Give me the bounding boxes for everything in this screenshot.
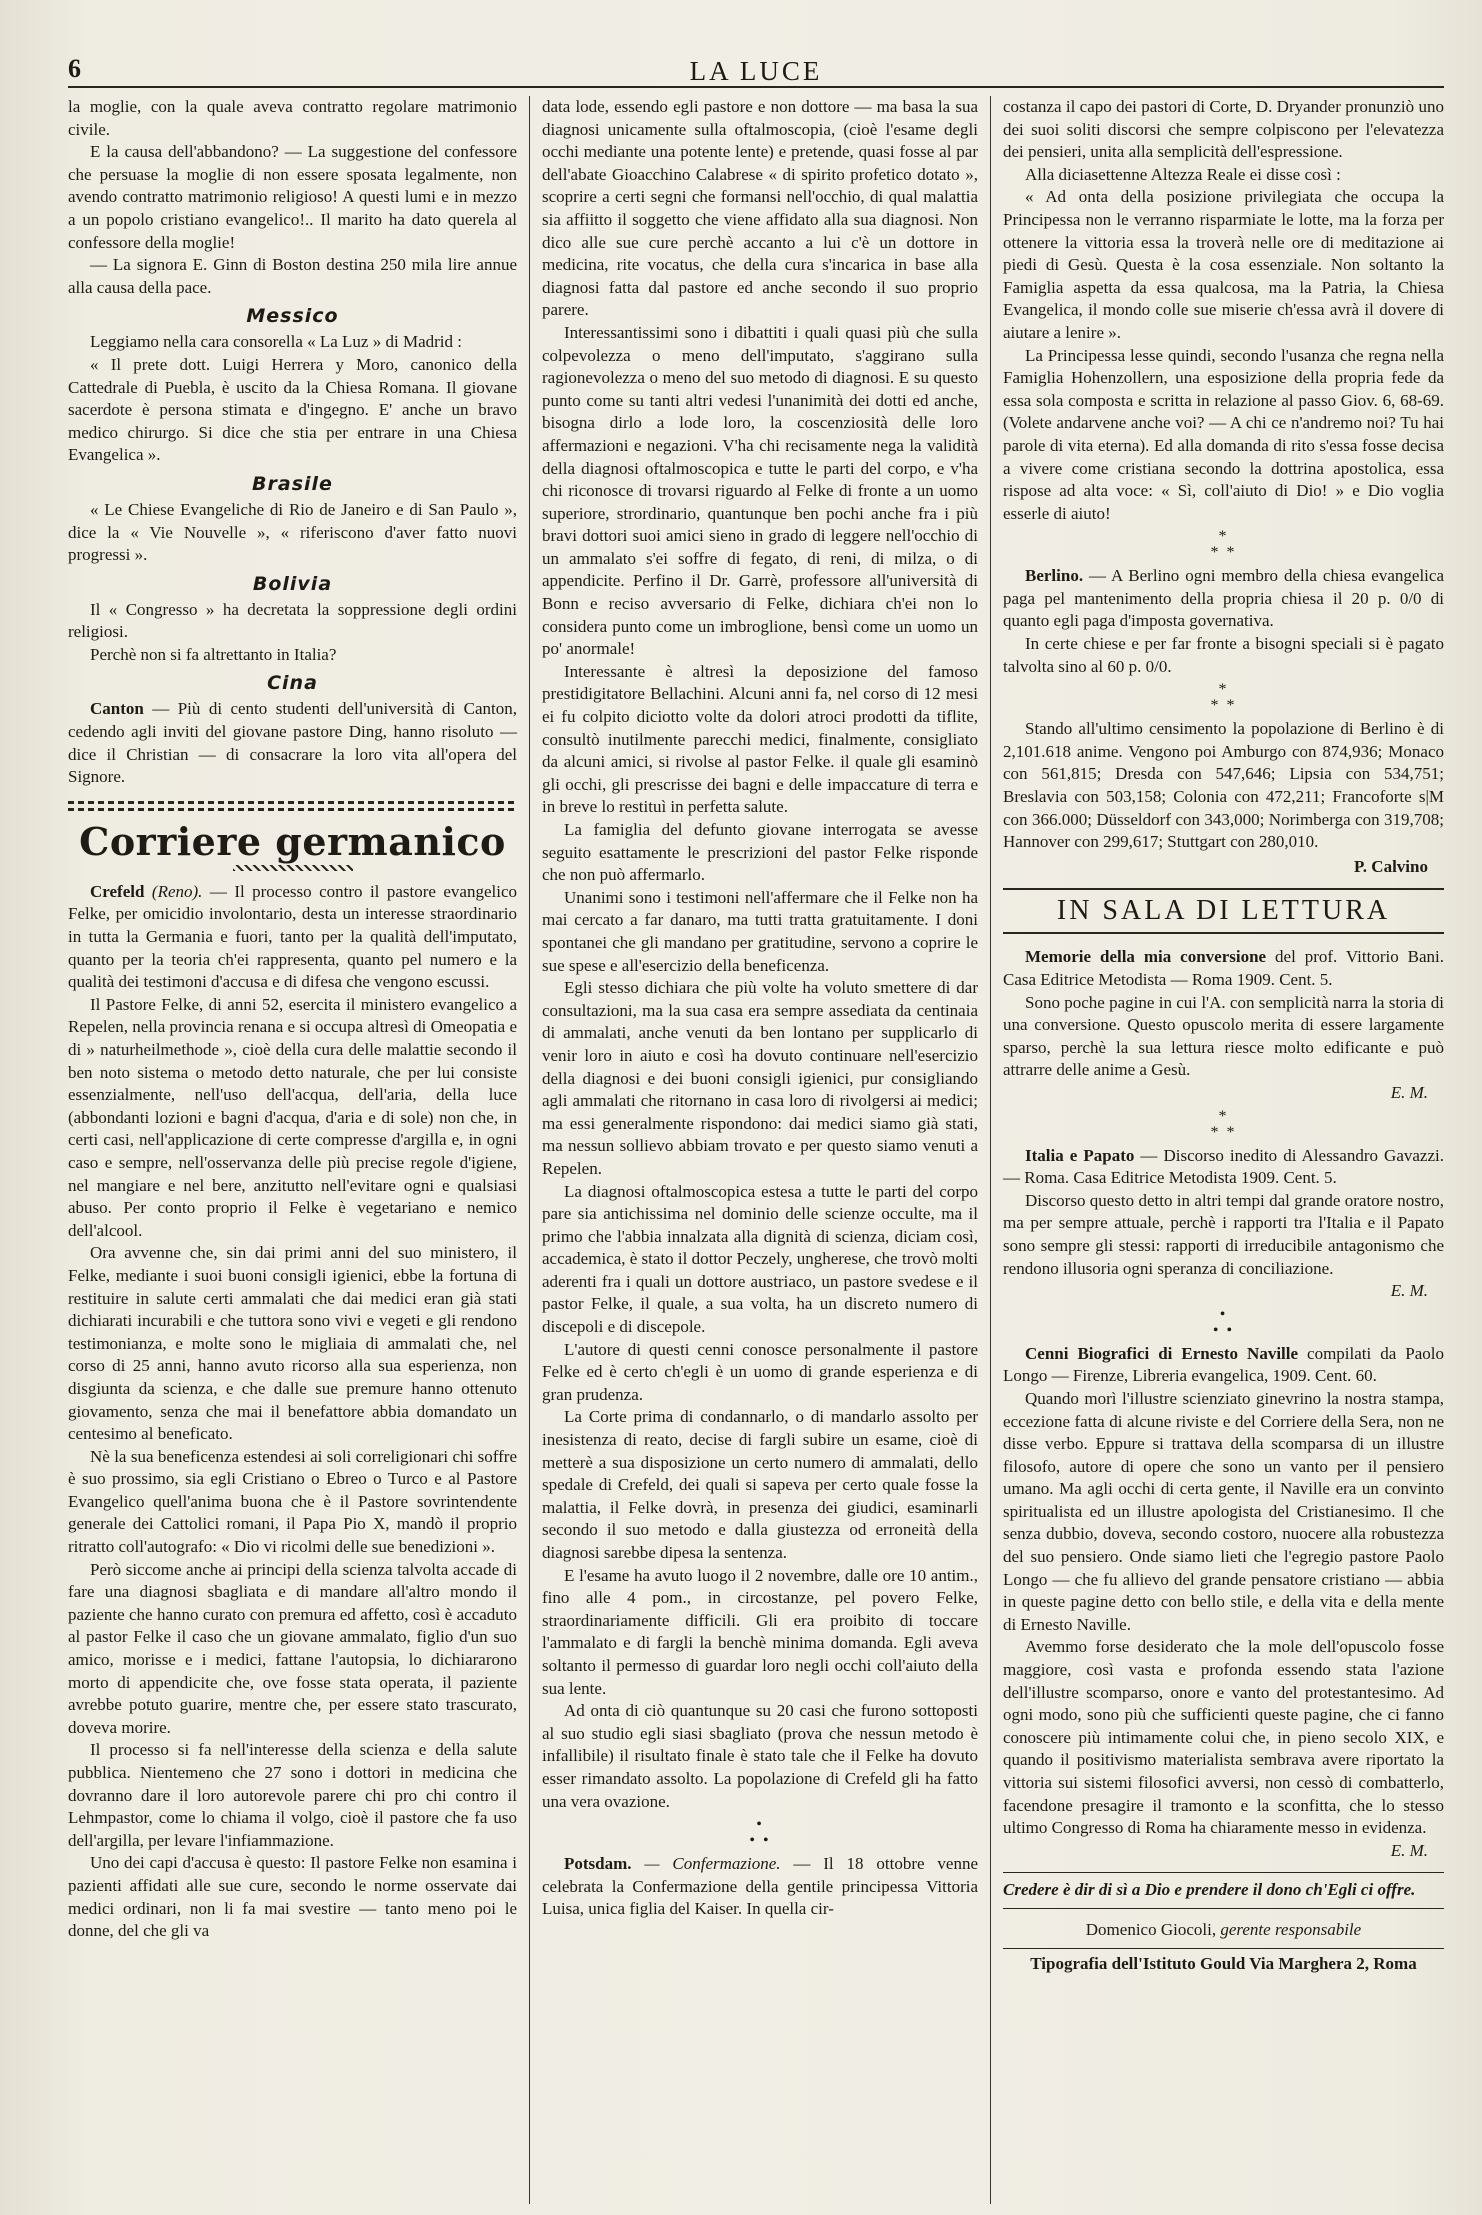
paragraph: la moglie, con la quale aveva contratto regolare matrimonio civile. (68, 97, 517, 139)
responsible-editor (1003, 1919, 1444, 1949)
column-3 (990, 96, 1444, 2204)
book-title: Italia e Papato (1025, 1145, 1135, 1165)
paragraph: E l'esame ha avuto luogo il 2 novembre, dalle ore 10 antim., fino alle 4 pom., in circostanze, pel povero Felke, straordinariamente difficili. Gli era proibito di toccare l'ammalato e di fargli la benchè minima domanda. Egli aveva soltanto il permesso di guardar loro negli occhi coll'aiuto della sua lente. (542, 1565, 978, 1698)
asterism-separator: • • • (749, 1816, 771, 1850)
book-info: compilati da Paolo Longo — Firenze, Libreria evangelica, 1909. Cent. 60. (1003, 1343, 1444, 1386)
page-header (68, 52, 1444, 88)
paragraph: Però siccome anche ai principi della scienza talvolta accade di fare una diagnosi sbagliata e di mandare all'altro mondo il paziente che hanno curato con premura ed affetto, così è accaduto al pastor Felke il caso che un giovane ammalato, figlio d'un suo amico, morisse e i medici, fattane l'autopsia, lo dichiararono morto di appendicite che, ove fosse stata operata, il paziente avrebbe potuto guarire, mentre che, per essere stato trascurato, doveva morire. (68, 1559, 517, 1737)
lead-word: Crefeld (90, 881, 145, 901)
paragraph: La diagnosi oftalmoscopica estesa a tutte le parti del corpo pare sia antichissima nel dominio delle scienze occulte, ma il primo che l'abbia innalzata alla dignità di scienza, diciam così, accademica, è stato il dottor Peczely, ungherese, che trovò molti aderenti fra i quali un dottore austriaco, un pastore svedese e il pastor Felke, il quale, a sua volta, ha un discreto numero di discepoli e di discepole. (542, 1181, 979, 1337)
title-ornament (233, 865, 353, 871)
asterism-separator: * * * (1210, 681, 1237, 715)
book-info: del prof. Vittorio Bani. Casa Editrice Metodista — Roma 1909. Cent. 5. (1003, 947, 1444, 989)
paragraph: E la causa dell'abbandono? — La suggestione del confessore che persuase la moglie di non essere sposata legalmente, non avendo contratto matrimonio religioso! A questi lumi e in mezzo a un popolo cristiano evangelico!.. Il marito ha dato querela al confessore della moglie! (68, 142, 517, 252)
paragraph-text: — Il 18 ottobre venne celebrata la Confermazione della gentile principessa Vittoria Luisa, unica figlia del Kaiser. In quella cir- (542, 1854, 979, 1919)
book-title: Memorie della mia conversione (1025, 947, 1267, 967)
paragraph (1003, 565, 1444, 633)
asterism-separator: * * * (1210, 1107, 1237, 1141)
paragraph: Stando all'ultimo censimento la popolazione di Berlino è di 2,101.618 anime. Vengono poi Amburgo con 874,936; Monaco con 561,815; Dresda con 547,646; Lipsia con 534,751; Breslavia con 503,158; Colonia con 472,211; Francoforte s|M con 366.000; Düsseldorf con 343,000; Norimberga con 319,708; Hannover con 299,617; Stuttgart con 280,010. (1003, 719, 1444, 852)
paragraph: La famiglia del defunto giovane interrogata se avesse seguito esattamente le prescrizioni del pastor Felke risponde che non può affermarlo. (542, 820, 978, 885)
paragraph: L'autore di questi cenni conosce personalmente il pastore Felke ed è certo ch'egli è un uomo di grande esperienza e di gran prudenza. (542, 1339, 978, 1404)
paragraph-text: — A Berlino ogni membro della chiesa evangelica paga pel mantenimento della propria chiesa il 20 p. 0/0 di quanto egli paga d'imposta governativa. (1003, 566, 1444, 631)
paragraph (542, 1853, 978, 1921)
paragraph: Uno dei capi d'accusa è questo: Il pastore Felke non esamina i pazienti affidati alle sue cure, secondo le norme osservate dai medici ordinari, non li fa mai svestire — tanto meno poi le donne, del che gli va (68, 1853, 517, 1941)
paragraph: Perchè non si fa altrettanto in Italia? (90, 644, 337, 664)
paragraph: La Principessa lesse quindi, secondo l'usanza che regna nella Famiglia Hohenzollern, una esposizione della propria fede da essa sola composta e scritta in relazione al passo Giov. 6, 68-69. (Volete andarvene anche voi? — A chi ce n'andremo noi? Tu hai parole di vita eterna). Ed alla domanda di rito s'essa fosse decisa a vivere come cristiana secondo la dottrina apostolica, essa rispose ad alta voce: « Sì, coll'aiuto di Dio! » e Dio voglia esserle di aiuto! (1003, 345, 1444, 523)
paragraph: Il Pastore Felke, di anni 52, esercita il ministero evangelico a Repelen, nella provincia renana e si occupa altresì di Omeopatia e di » naturheilmethode », cioè della cura delle malattie secondo il ben noto sistema o metodo detto naturale, che per lui consiste essenzialmente, nell'uso dell'acqua, dell'aria, della luce (abbondanti lozioni e bagni d'acqua, d'aria e di sole) non che, in certi casi, nell'applicazione di certe compresse d'argilla e, in ogni caso e sempre, nell'osservanza delle più precise regole d'igiene, nel mangiare e nel bere, anzitutto nell'evitare ogni e qualsiasi abuso. Per conto proprio il Felke è vegetariano e nemico dell'alcool. (68, 994, 517, 1240)
footer-quote: Credere è dir di sì a Dio e prendere il dono ch'Egli ci offre. (1003, 1872, 1444, 1909)
printer-line: Tipografia dell'Istituto Gould Via Marghera 2, Roma (1030, 1953, 1417, 1973)
paragraph: data lode, essendo egli pastore e non dottore — ma basa la sua diagnosi unicamente sulla oftalmoscopia, (cioè l'esame degli occhi mediante una potente lente) e pretende, quasi fosse al par dell'abate Gioacchino Calabrese « di spirito profetico dotato », scoprire a certi segni che formansi nell'occhio, di qual malattia sia affiitto il soggetto che viene affidato alla sua diagnosi. Non dico alle sue cure perchè accanto a lui c'è un dottore in medicina, rite vocatus, che della cura s'incarica in base alla diagnosi fatta dal pastore ed anche secondo il suo proprio parere. (542, 97, 978, 320)
paragraph (68, 881, 517, 994)
paragraph: Unanimi sono i testimoni nell'affermare che il Felke non ha mai cercato a far danaro, ma tutti tratta gratuitamente. I doni spontanei che gli mandano per gratitudine, servono a coprire le sue spese e all'esercizio della beneficenza. (542, 887, 978, 975)
paragraph: Nè la sua beneficenza estendesi ai soli correligionari chi soffre è suo prossimo, sia egli Cristiano o Ebreo o Turco e al Pastore Evangelico quell'anima buona che è il Pastore sovrintendente generale dei Cattolici romani, il Papa Pio X, mandò il proprio ritratto coll'autografo: « Dio vi ricolmi delle sue benedizioni ». (68, 1446, 517, 1557)
country-heading-cina: Cina (267, 672, 318, 695)
article-signature: P. Calvino (1353, 856, 1428, 876)
asterism-separator: • • • (1212, 1305, 1235, 1339)
book-entry (1003, 1145, 1444, 1190)
paragraph: Ora avvenne che, sin dai primi anni del suo ministero, il Felke, mediante i suoi buoni consigli igienici, ebbe la fortuna di restituire in salute certi ammalati che dai medici eran già stati dichiarati incurabili e che tuttora sono vivi e vegeti e gli rendono testimonianza, e molte sono le migliaia di ammalati che, nel corso di 25 anni, hanno avuto ricorso alla sua esperienza, non disgiunta da scienza, e che dalle sue premure hanno ottenuto giovamento, senza che mai il benefattore abbia domandato un centesimo al beneficato. (68, 1243, 517, 1444)
country-heading-bolivia: Bolivia (252, 572, 333, 595)
reviewer-initials: E. M. (1390, 1281, 1428, 1301)
paragraph: Leggiamo nella cara consorella « La Luz » di Madrid : (90, 332, 462, 352)
editor-name: Domenico Giocoli, (1085, 1919, 1217, 1939)
paragraph: Egli stesso dichiara che più volte ha voluto smettere di dar consultazioni, ma la sua casa era sempre assediata da centinaia di ammalati, anche venuti da ben lontano per supplicarlo di venir loro in aiuto e così ha dovuto continuare nell'esercizio della diagnosi e dei buoni consigli igienici, pur consigliando agli ammalati che ritornano in casa loro di rivolgersi ai medici; ma essi generalmente rispondono: dai medici siamo già stati, ma nessun sollievo abbiam trovato e per questo siamo venuti a Repelen. (542, 978, 978, 1178)
column-2 (529, 96, 990, 2204)
paragraph: — La signora E. Ginn di Boston destina 250 mila lire annue alla causa della pace. (68, 255, 517, 297)
lead-word: Potsdam. (564, 1854, 632, 1874)
lead-word: Canton (90, 699, 144, 719)
editor-role: gerente responsabile (1220, 1919, 1362, 1939)
asterism-separator: * * * (1210, 528, 1237, 562)
paragraph: In certe chiese e per far fronte a bisogni speciali si è pagato talvolta sino al 60 p. 0/0. (1003, 634, 1444, 676)
paragraph: Il processo si fa nell'interesse della scienza e della salute pubblica. Nientemeno che 27 sono i dottori in medicina che dovranno dare il loro autorevole parere chi pro chi contro il Lehmpastor, come lo chiama il volgo, cioè il pastore che fa uso dell'argilla, per levare l'infiammazione. (68, 1740, 517, 1850)
paragraph: « Ad onta della posizione privilegiata che occupa la Principessa non le verranno risparmiate le lotte, ma la forza per ottenere la vittoria essa la troverà nelle ore di meditazione ai piedi di Gesù. Questa è la cosa essenziale. Non soltanto la Famiglia aspetta da essa qualcosa, ma la Patria, la Chiesa Evangelica, il mondo colle sue miserie ch'essa avrà il dovere di aiutare a lenire ». (1003, 187, 1444, 342)
country-heading-brasile: Brasile (252, 472, 333, 495)
decorative-rule (68, 801, 517, 811)
reviewer-initials: E. M. (1390, 1840, 1428, 1860)
reviewer-initials: E. M. (1390, 1082, 1428, 1102)
paragraph: costanza il capo dei pastori di Corte, D. Dryander pronunziò uno dei suoi soliti discorsi che sempre colpiscono per l'elevatezza dei pensieri, unita alla semplicità dell'espressione. (1003, 97, 1444, 162)
reading-room-heading: IN SALA DI LETTURA (1003, 888, 1444, 934)
paragraph: « Il prete dott. Luigi Herrera y Moro, canonico della Cattedrale di Puebla, è uscito da la Chiesa Romana. Il giovane sacerdote è persona stimata e d'ingegno. E' anche un bravo medico chirurgo. Si dice che stia per entrare in una Chiesa Evangelica ». (68, 354, 517, 465)
lead-subject: — Confermazione. (631, 1854, 781, 1874)
book-entry (1003, 1343, 1444, 1388)
paragraph-text: — Più di cento studenti dell'università di Canton, cedendo agli inviti del giovane pastore Ding, hanno risoluto — dice il Christian — di consacrare la loro vita all'opera del Signore. (68, 699, 517, 787)
lead-word: Berlino. (1025, 566, 1084, 586)
paragraph: Sono poche pagine in cui l'A. con semplicità narra la storia di una conversione. Questo opuscolo merita di essere largamente sparso, perchè la sua lettura riesce molto edificante e può attrarre delle anime a Gesù. (1003, 992, 1444, 1080)
paragraph: Ad onta di ciò quantunque su 20 casi che furono sottoposti al suo studio egli siasi sbagliato (prova che nessun metodo è infallibile) il risultato finale è stato tale che il Felke ha dovuto esser rimandato assolto. La popolazione di Crefeld gli ha fatto una vera ovazione. (542, 1701, 978, 1811)
book-entry (1003, 946, 1444, 991)
country-heading-messico: Messico (246, 305, 339, 328)
paragraph: Il « Congresso » ha decretata la soppressione degli ordini religiosi. (68, 599, 517, 642)
page-number: 6 (68, 54, 81, 83)
paragraph: Interessantissimi sono i dibattiti i quali quasi più che sulla colpevolezza o meno dell'imputato, s'aggirano sulla ragionevolezza o meno del suo metodo di diagnosi. E su questo punto come su tanti altri vedesi l'unanimità dei dotti ed anche, bisogna dirlo a lode loro, la coscenziosità delle loro affermazioni e negazioni. V'ha chi recisamente nega la validità della diagnosi oftalmoscopica e tutte le parti del corpo, e v'ha chi riconosce di trovarsi riguardo al Felke di fronte a un uomo superiore, strordinario, quantunque ben pochi anche fra i più bravi dottori suoi amici sieno in grado di leggere nell'occhio di un ammalato s'ei soffre di fegato, di reni, di milza, o di appendicite. Perfino il Dr. Garrè, professore all'università di Bonn e reciso avversario di Felke, dichiara ch'ei non lo considera punto come un imbroglione, bensì come un uomo un po' anormale! (542, 322, 978, 659)
book-title: Cenni Biografici di Ernesto Naville (1025, 1343, 1299, 1363)
paragraph: « Le Chiese Evangeliche di Rio de Janeiro e di San Paulo », dice la « Vie Nouvelle », « riferiscono d'aver fatto nuovi progressi ». (68, 499, 517, 565)
paragraph: Alla diciasettenne Altezza Reale ei disse così : (1025, 164, 1341, 184)
section-title: Corriere germanico (79, 818, 506, 864)
paragraph: Discorso questo detto in altri tempi dal grande oratore nostro, ma per sempre attuale, perchè i rapporti tra l'Italia e il Papato sono sempre gli stessi: rapporti di irreducibile antagonismo che rendono illusoria ogni speranza di conciliazione. (1003, 1190, 1444, 1278)
paragraph: La Corte prima di condannarlo, o di mandarlo assolto per inesistenza di reato, decise di fargli subire un esame, cioè di metterè a sua disposizione un certo numero di ammalati, dello spedale di Crefeld, dei quali si sapeva per certo quale fosse la malattia, il Felke dovrà, in presenza dei giudici, esaminarli secondo il suo metodo e dalla giustezza od erroneità della diagnosi sarebbe dipesa la sentenza. (542, 1407, 978, 1562)
paragraph (68, 698, 517, 788)
book-info: — Discorso inedito di Alessandro Gavazzi. — Roma. Casa Editrice Metodista 1909. Cent. 5. (1003, 1145, 1444, 1188)
columns (68, 96, 1444, 2204)
paragraph: Quando morì l'illustre scienziato ginevrino la nostra stampa, eccezione fatta di alcune riviste e del Corriere della Sera, non ne disse verbo. Eppure si trattava della scomparsa di un illustre filosofo, autore di opere che sono un vanto per il pensiero umano. Ma agli occhi di certa gente, il Naville era un convinto spiritualista ed un illustre apologista del Cristianesimo. Il che senza dubbio, doveva, secondo costoro, nuocere alla robustezza del suo pensiero. Onde siamo lieti che l'egregio pastore Paolo Longo — che fu allievo del grande pensatore cristiano — abbia in queste pagine detto con bello stile, e della vita e della mente di Ernesto Naville. (1003, 1388, 1444, 1634)
paragraph: Interessante è altresì la deposizione del famoso prestidigitatore Bellachini. Alcuni anni fa, nel corso di 12 mesi ei fu colpito diciotto volte da dolori atroci prodotti da tiflite, consultò inutilmente parecchi medici, finalmente, consigliato da alcuni amici, si rivolse al pastor Felke. il quale gli esaminò gli occhi, gli prescrisse dei bagni e delle impaccature di terra e in breve lo restituì in perfetta salute. (542, 661, 978, 817)
paragraph-text: — Il processo contro il pastore evangelico Felke, per omicidio involontario, desta un interesse straordinario in tutta la Germania e fuori, tanto per la qualità dell'imputato, quanto per la teoria ch'ei rappresenta, quanto pel numero e la qualità dei testimoni d'accusa e di difesa che vengono escussi. (68, 881, 518, 992)
lead-place: (Reno). (151, 881, 203, 901)
newspaper-title: LA LUCE (689, 56, 823, 86)
column-1 (68, 96, 529, 2204)
paragraph: Avemmo forse desiderato che la mole dell'opuscolo fosse maggiore, così vasta e profonda essendo stata l'azione dell'illustre scomparso, onore e vanto del protestantesimo. Ad ogni modo, sono più che sufficienti queste pagine, che ci fanno conoscere più intimamente colui che, in pieno secolo XIX, e quando il positivismo materialista sembrava avere riportato la vittoria sui sistemi filosofici avversi, non cessò di combatterlo, facendone presagire il tramonto e la sconfitta, che lo stesso ultimo Congresso di Roma ha chiaramente messo in evidenza. (1003, 1637, 1444, 1838)
